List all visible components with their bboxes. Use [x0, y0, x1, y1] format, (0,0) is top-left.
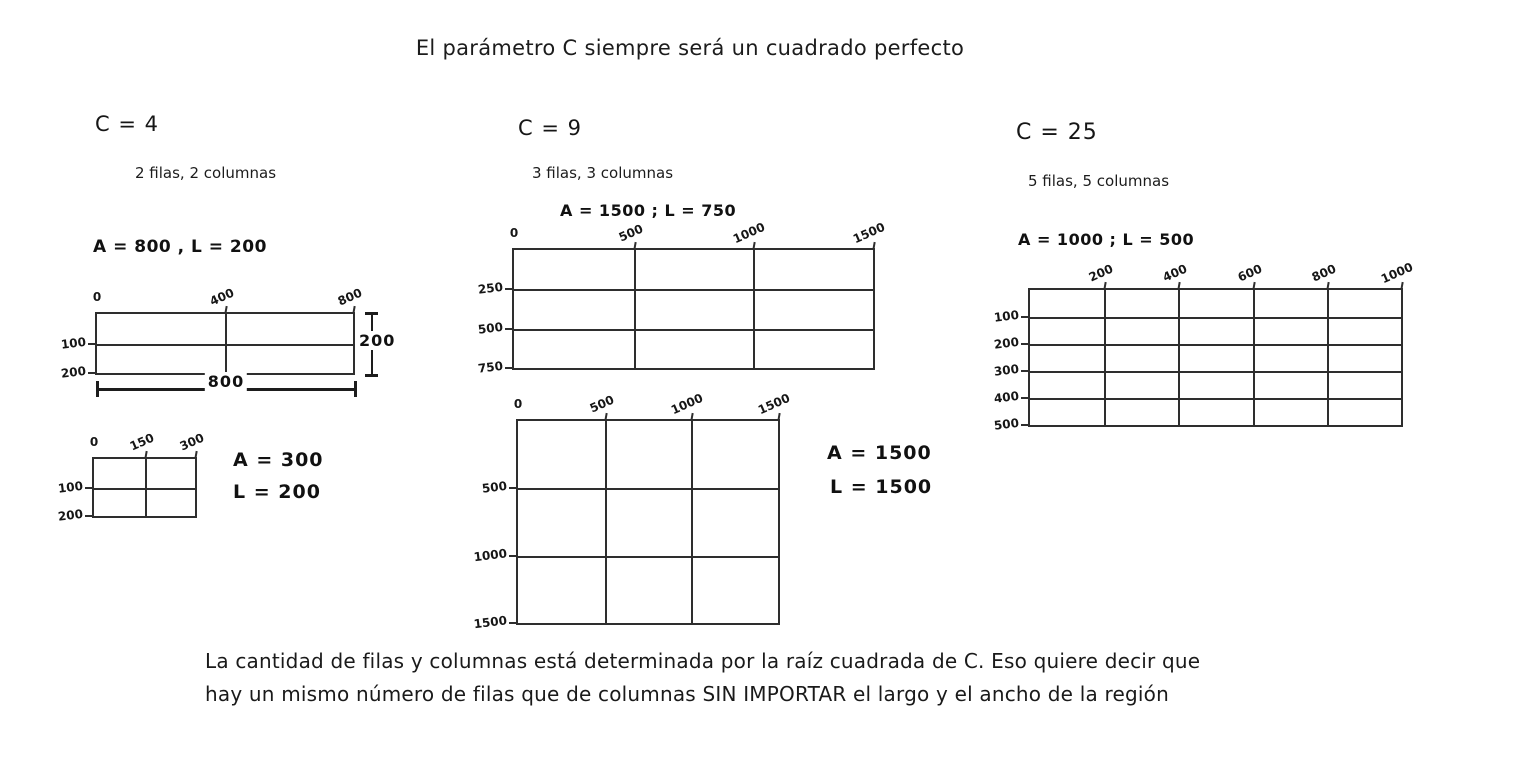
y-tick-mark [1021, 397, 1028, 399]
x-tick-mark [1400, 282, 1403, 290]
c4-main-grid [60, 285, 365, 381]
y-tick-mark [1021, 370, 1028, 372]
x-tick-label: 800 [335, 285, 365, 309]
y-tick-label: 750 [477, 358, 504, 376]
c9-length-label: L = 1500 [830, 476, 933, 498]
grid-line-horizontal [1030, 317, 1401, 319]
x-tick-label: 1000 [1378, 259, 1416, 287]
c25-grid [993, 259, 1416, 433]
y-tick-mark [88, 372, 95, 374]
grid-line-vertical [634, 250, 636, 368]
x-tick-label: 1500 [850, 219, 888, 247]
grid-line-vertical [1327, 290, 1329, 425]
width-dim-label: 800 [205, 372, 247, 391]
x-tick-label: 400 [1161, 261, 1190, 285]
x-tick-label: 0 [509, 226, 519, 240]
x-tick-mark [604, 413, 607, 421]
x-tick-label: 800 [1309, 261, 1339, 285]
y-tick-label: 500 [477, 319, 504, 337]
x-tick-mark [224, 306, 227, 314]
x-tick-label: 500 [587, 392, 616, 416]
c9-rows-cols-label: 3 filas, 3 columnas [532, 164, 674, 182]
x-tick-mark [1178, 282, 1181, 290]
x-tick-label: 0 [92, 290, 102, 304]
grid-line-vertical [605, 421, 607, 623]
y-tick-mark [85, 515, 92, 517]
c9-top-grid [477, 219, 888, 376]
x-tick-label: 0 [89, 435, 99, 449]
x-tick-mark [753, 242, 756, 250]
x-tick-label: 1000 [669, 390, 706, 418]
y-tick-mark [88, 343, 95, 345]
grid-line-horizontal [514, 289, 873, 291]
x-tick-mark [144, 451, 147, 459]
x-tick-mark [1104, 282, 1107, 290]
grid-line-vertical [1104, 290, 1106, 425]
c9-params-label: A = 1500 ; L = 750 [560, 201, 737, 220]
x-tick-label: 300 [177, 430, 207, 454]
y-tick-mark [509, 555, 516, 557]
width-dim-right-cap [354, 381, 357, 397]
c25-rows-cols-label: 5 filas, 5 columnas [1028, 172, 1170, 190]
grid-line-vertical [1253, 290, 1255, 425]
c4-small-grid [57, 430, 207, 524]
height-dim-bottom-cap [365, 374, 378, 377]
y-tick-label: 100 [60, 334, 87, 352]
x-tick-mark [872, 242, 875, 250]
y-tick-label: 100 [993, 307, 1020, 325]
grid-line-horizontal [518, 556, 778, 558]
footer-line-2: hay un mismo número de filas que de columnas SIN IMPORTAR el largo y el ancho de la región [205, 682, 1169, 706]
height-dim-label: 200 [356, 331, 398, 350]
y-tick-mark [1021, 316, 1028, 318]
c9-heading: C = 9 [518, 116, 582, 140]
y-tick-mark [505, 328, 512, 330]
y-tick-label: 100 [57, 478, 84, 496]
x-tick-mark [1252, 282, 1255, 290]
x-tick-mark [777, 413, 780, 421]
x-tick-label: 0 [513, 397, 523, 411]
y-tick-label: 200 [57, 506, 84, 524]
y-tick-label: 200 [993, 334, 1020, 352]
y-tick-mark [509, 622, 516, 624]
c9-area-label: A = 1500 [827, 442, 932, 464]
x-tick-label: 1500 [755, 390, 793, 418]
y-tick-label: 300 [993, 361, 1020, 379]
x-tick-mark [352, 306, 355, 314]
x-tick-mark [194, 451, 197, 459]
grid-line-horizontal [1030, 371, 1401, 373]
grid-line-horizontal [1030, 344, 1401, 346]
grid-line-vertical [1178, 290, 1180, 425]
c25-params-label: A = 1000 ; L = 500 [1018, 230, 1195, 249]
y-tick-label: 200 [60, 363, 87, 381]
y-tick-mark [1021, 424, 1028, 426]
y-tick-label: 1000 [472, 545, 508, 564]
grid-line-vertical [691, 421, 693, 623]
grid-line-horizontal [1030, 398, 1401, 400]
x-tick-label: 1000 [731, 219, 768, 247]
x-tick-label: 600 [1235, 261, 1264, 285]
x-tick-label: 400 [207, 285, 237, 309]
c4-params-label: A = 800 , L = 200 [93, 237, 267, 257]
y-tick-label: 500 [481, 479, 508, 497]
x-tick-label: 200 [1086, 261, 1116, 285]
c4-small-area-label: A = 300 [233, 449, 324, 471]
page-title: El parámetro C siempre será un cuadrado perfecto [415, 36, 965, 60]
y-tick-mark [85, 487, 92, 489]
x-tick-mark [691, 413, 694, 421]
c9-bottom-grid [472, 390, 793, 632]
x-tick-label: 150 [127, 430, 156, 454]
y-tick-mark [1021, 343, 1028, 345]
x-tick-mark [1326, 282, 1329, 290]
y-tick-label: 500 [993, 415, 1020, 433]
x-tick-mark [633, 242, 636, 250]
c4-small-length-label: L = 200 [233, 481, 321, 503]
grid-line-horizontal [97, 344, 353, 346]
grid-line-horizontal [518, 488, 778, 490]
c4-heading: C = 4 [95, 112, 159, 136]
grid-line-horizontal [94, 488, 195, 490]
y-tick-mark [505, 288, 512, 290]
y-tick-mark [505, 367, 512, 369]
y-tick-label: 400 [993, 388, 1020, 406]
footer-line-1: La cantidad de filas y columnas está determinada por la raíz cuadrada de C. Eso quiere decir que [205, 649, 1201, 673]
x-tick-label: 500 [616, 221, 645, 245]
y-tick-mark [509, 487, 516, 489]
y-tick-label: 250 [477, 280, 504, 298]
c4-rows-cols-label: 2 filas, 2 columnas [135, 164, 277, 182]
y-tick-label: 1500 [472, 613, 508, 632]
grid-line-vertical [753, 250, 755, 368]
c25-heading: C = 25 [1016, 120, 1098, 145]
grid-line-horizontal [514, 329, 873, 331]
